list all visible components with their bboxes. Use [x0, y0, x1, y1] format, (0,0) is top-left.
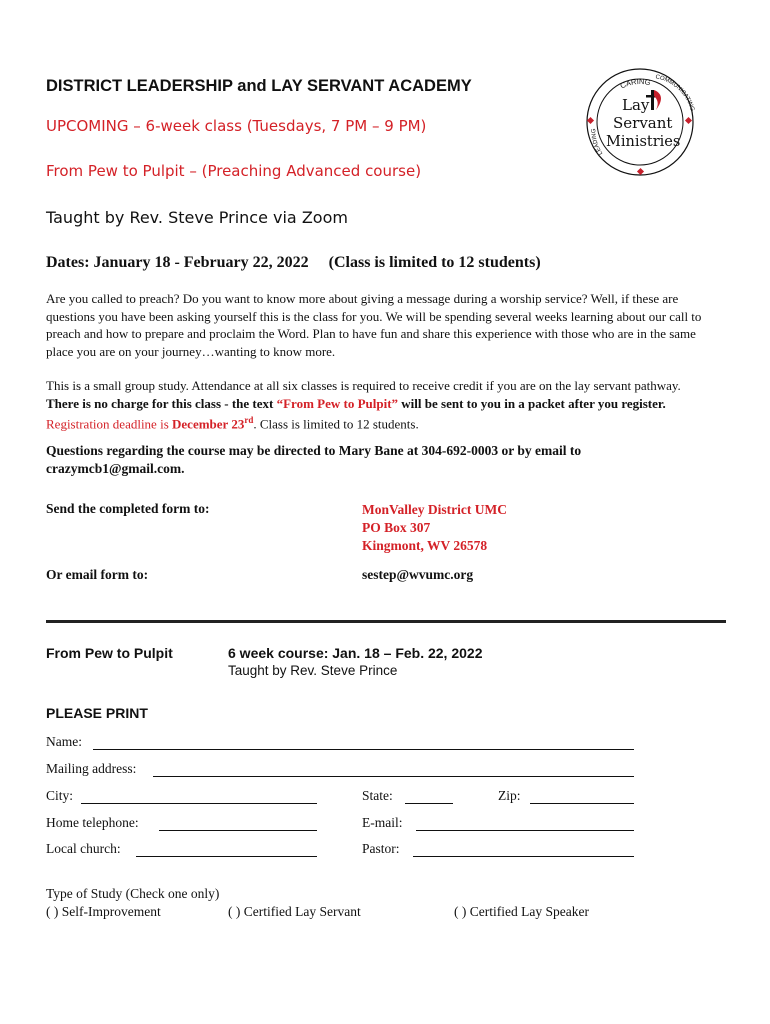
address-line-1: MonValley District UMC	[362, 502, 507, 517]
type-of-study-label: Type of Study (Check one only)	[46, 886, 220, 901]
dates-line: Dates: January 18 - February 22, 2022 (Class is limited to 12 students)	[46, 254, 541, 271]
email-field[interactable]	[416, 830, 634, 831]
zip-field[interactable]	[530, 803, 634, 804]
academy-title: DISTRICT LEADERSHIP and LAY SERVANT ACADEMY	[46, 77, 472, 95]
home-telephone-label: Home telephone:	[46, 815, 139, 830]
name-label: Name:	[46, 734, 82, 749]
home-telephone-field[interactable]	[159, 830, 317, 831]
certified-lay-speaker-option[interactable]: ( ) Certified Lay Speaker	[454, 904, 589, 919]
address-line-3: Kingmont, WV 26578	[362, 538, 488, 553]
logo-ring-right: COMMUNICATING	[654, 74, 695, 112]
local-church-label: Local church:	[46, 841, 121, 856]
logo-word-ministries: Ministries	[606, 134, 681, 150]
logo-word-servant: Servant	[613, 114, 673, 132]
email-label: E-mail:	[362, 815, 403, 830]
instructor-line: Taught by Rev. Steve Prince via Zoom	[46, 208, 348, 227]
details-paragraph: This is a small group study. Attendance at all six classes is required to receive credit if you are on the lay servant pathway. There is no charge for this class - the text “From Pew to Pulpit” will be sent to you in a packet after you register. Registration deadline is December 23rd. Class is limited to 12 students.	[46, 378, 681, 432]
name-field[interactable]	[93, 749, 634, 750]
pastor-label: Pastor:	[362, 841, 400, 856]
mailing-address	[362, 501, 507, 555]
section-divider	[46, 620, 726, 623]
certified-lay-servant-option[interactable]: ( ) Certified Lay Servant	[228, 904, 361, 919]
please-print-heading: PLEASE PRINT	[46, 705, 148, 721]
lay-servant-ministries-logo	[584, 66, 696, 178]
local-church-field[interactable]	[136, 856, 317, 857]
state-field[interactable]	[405, 803, 453, 804]
address-line-2: PO Box 307	[362, 520, 431, 535]
logo-ring-left: LEADING	[591, 128, 605, 156]
form-course-dates: 6 week course: Jan. 18 – Feb. 22, 2022	[228, 645, 483, 661]
form-instructor: Taught by Rev. Steve Prince	[228, 663, 398, 678]
zip-label: Zip:	[498, 788, 521, 803]
city-label: City:	[46, 788, 74, 803]
self-improvement-option[interactable]: ( ) Self-Improvement	[46, 904, 161, 919]
send-form-label: Send the completed form to:	[46, 501, 210, 516]
upcoming-class-line: UPCOMING – 6-week class (Tuesdays, 7 PM – 9 PM)	[46, 117, 427, 135]
pastor-field[interactable]	[413, 856, 634, 857]
course-title: From Pew to Pulpit – (Preaching Advanced course)	[46, 162, 422, 180]
logo-word-lay: Lay	[622, 96, 650, 114]
mailing-address-field[interactable]	[153, 776, 634, 777]
state-label: State:	[362, 788, 393, 803]
submission-email[interactable]: sestep@wvumc.org	[362, 567, 474, 582]
mailing-address-label: Mailing address:	[46, 761, 137, 776]
logo-ring-top: CARING	[618, 76, 652, 91]
email-form-label: Or email form to:	[46, 567, 149, 582]
form-course-name: From Pew to Pulpit	[46, 645, 173, 661]
intro-paragraph: Are you called to preach? Do you want to know more about giving a message during a worship service? Well, if these are questions you have been asking yourself this is the class for you. We will be spending several weeks learning about our call to preach and how to prepare and proclaim the Word. Plan to have fun and share this experience with those who are in the same place you are on your journey…wanting to know more.	[46, 291, 702, 359]
questions-paragraph: Questions regarding the course may be directed to Mary Bane at 304-692-0003 or by email to crazymcb1@gmail.com.	[46, 443, 582, 476]
city-field[interactable]	[81, 803, 317, 804]
